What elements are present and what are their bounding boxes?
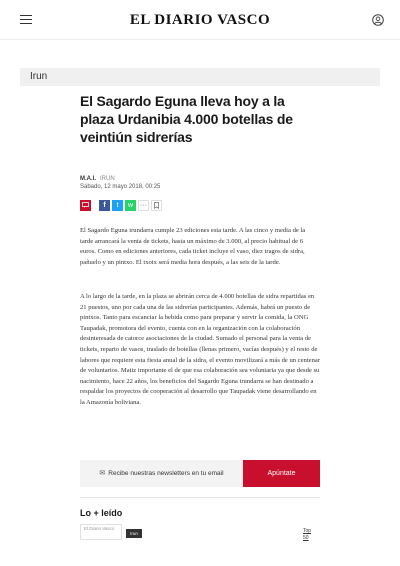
- newsletter-box: [80, 460, 320, 487]
- more-share-button[interactable]: ···: [140, 201, 147, 209]
- whatsapp-share-button[interactable]: w: [125, 200, 136, 211]
- author-name: M.A.I.: [80, 176, 96, 182]
- article-paragraph: A lo largo de la tarde, en la plaza se abrirán cerca de 4.000 botellas de sidra repartidas en 21 puestos, uno por cada una de las sidrerías participantes. Además, habrá un puesto de pintxos. Tanto para escanciar la bebida como para preparar y servir la comida, la ONG Taupadak, promotora del evento, cuenta con en la organización con la colaboración desinteresada de catorce asociaciones de la ciudad. Sumado el personal para la venta de tickets, reparto de vasos, traslado de botellas (llenas primero, vacías después) y el resto de labores que requiere esta fiesta anual de la sidra, el evento movilizará a más de un centenar de voluntarios. Matiz importante el de que esa colaboración sea voluntaria ya que desde su nacimiento, hace 22 años, los beneficios del Sagardo Eguna irundarra se han destinado a respaldar los proyectos de cooperación al desarrollo que Taupadak viene desarrollando en la Amazonía boliviana.: [80, 293, 321, 406]
- publish-date: Sábado, 12 mayo 2018, 00:25: [80, 184, 161, 190]
- share-bar: [80, 199, 164, 211]
- facebook-share-button[interactable]: f: [99, 200, 110, 211]
- newsletter-text-container: [80, 460, 243, 487]
- envelope-icon: ✉: [99, 469, 106, 477]
- article-title: El Sagardo Eguna lleva hoy a la plaza Urdanibia 4.000 botellas de veintiún sidrerías: [80, 93, 293, 145]
- section-divider: [80, 497, 320, 498]
- section-label[interactable]: Irun: [20, 68, 380, 86]
- article-header: [80, 92, 320, 146]
- comment-icon[interactable]: [80, 200, 91, 211]
- bookmark-icon[interactable]: [151, 200, 162, 211]
- newsletter-message: [99, 470, 223, 478]
- twitter-share-button[interactable]: t: [112, 200, 123, 211]
- newsletter-signup-button[interactable]: Apúntate: [243, 460, 320, 487]
- user-icon[interactable]: [372, 14, 384, 26]
- top-50-link[interactable]: Top 50: [303, 528, 312, 541]
- article-location: IRUN: [100, 176, 115, 182]
- most-read-tag[interactable]: Irun: [126, 529, 142, 538]
- most-read-logo: El Diario Vasco: [80, 524, 122, 540]
- newsletter-label: Recibe nuestras newsletters en tu email: [108, 469, 224, 477]
- site-logo[interactable]: EL DIARIO VASCO: [129, 12, 271, 28]
- most-read-title: Lo + leído: [80, 508, 123, 518]
- hamburger-icon[interactable]: [20, 15, 32, 25]
- article-paragraph: El Sagardo Eguna irundarra cumple 23 ediciones esta tarde. A las cinco y media de la tarde arrancará la venta de tickets, hasta un máximo de 3.000, al precio habitual de 6 euros. Como en ediciones anteriores, cada ticket incluye el vaso, diez tragos de sidra, pañuelo y un pintxo. El txotx será media hora después, a las seis de la tarde.: [80, 227, 306, 266]
